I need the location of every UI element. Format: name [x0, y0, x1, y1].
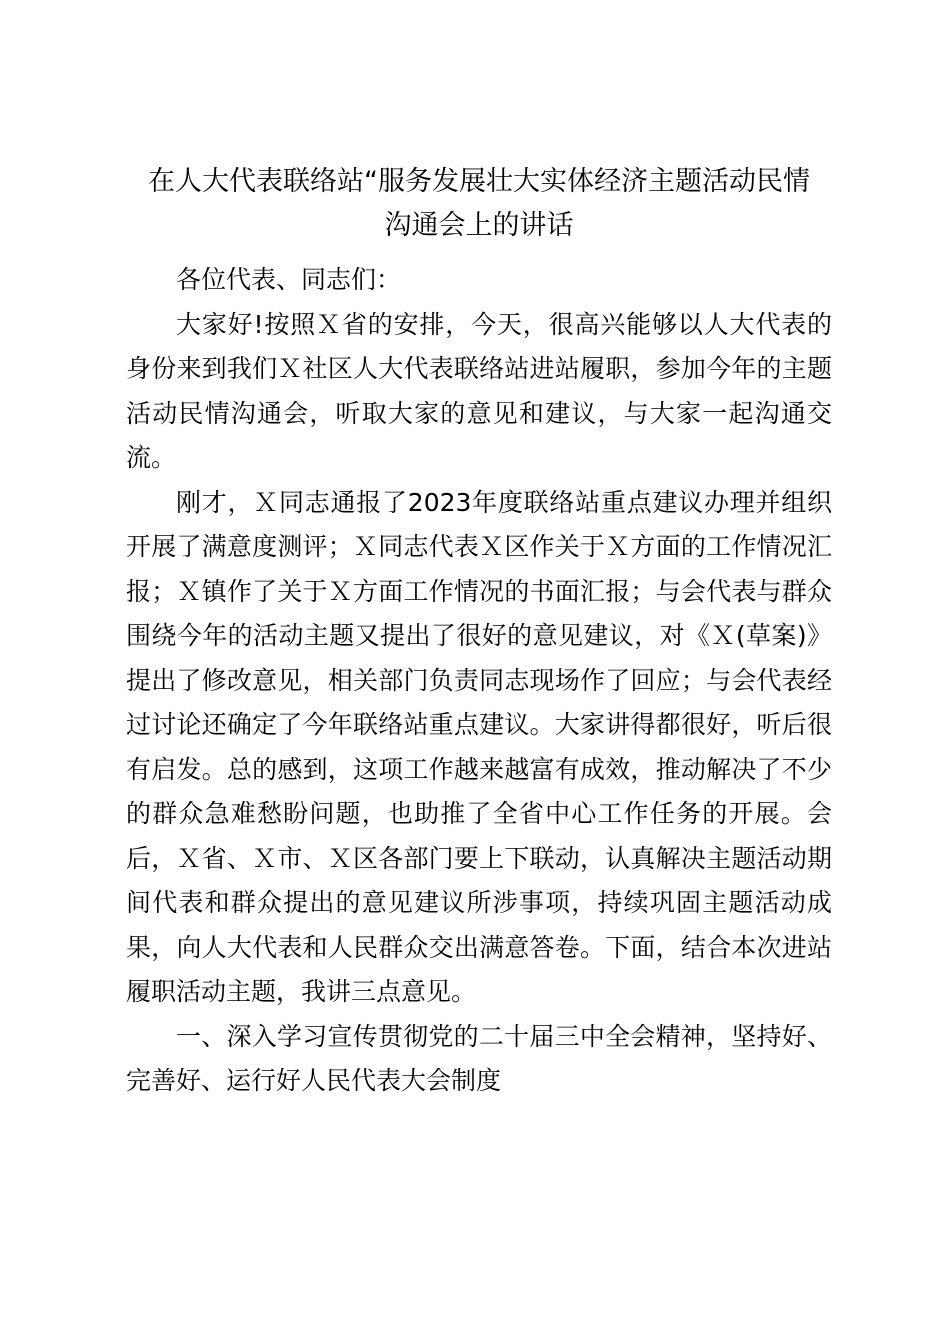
- section-heading-1: 一、深入学习宣传贯彻党的二十届三中全会精神，坚持好、完善好、运行好人民代表大会制度: [126, 1021, 832, 1095]
- paragraph-opening: 大家好!按照Ｘ省的安排，今天，很高兴能够以人大代表的身份来到我们Ｘ社区人大代表联络站进站履职，参加今年的主题活动民情沟通会，听取大家的意见和建议，与大家一起沟通交流。: [126, 309, 832, 472]
- document-title: [126, 160, 832, 248]
- paragraph-summary: 刚才，Ｘ同志通报了2023年度联络站重点建议办理并组织开展了满意度测评；Ｘ同志代表Ｘ区作关于Ｘ方面的工作情况汇报；Ｘ镇作了关于Ｘ方面工作情况的书面汇报；与会代表与群众围绕今年的活动主题又提出了很好的意见建议，对《Ｘ(草案)》提出了修改意见，相关部门负责同志现场作了回应；与会代表经过讨论还确定了今年联络站重点建议。大家讲得都很好，听后很有启发。总的感到，这项工作越来越富有成效，推动解决了不少的群众急难愁盼问题，也助推了全省中心工作任务的开展。会后，Ｘ省、Ｘ市、Ｘ区各部门要上下联动，认真解决主题活动期间代表和群众提出的意见建议所涉事项，持续巩固主题活动成果，向人大代表和人民群众交出满意答卷。下面，结合本次进站履职活动主题，我讲三点意见。: [126, 487, 832, 1006]
- title-line-2: 沟通会上的讲话: [384, 210, 574, 241]
- salutation: 各位代表、同志们：: [176, 265, 402, 294]
- title-line-1: 在人大代表联络站“服务发展壮大实体经济主题活动民情: [148, 166, 810, 197]
- document-body: [126, 258, 832, 1104]
